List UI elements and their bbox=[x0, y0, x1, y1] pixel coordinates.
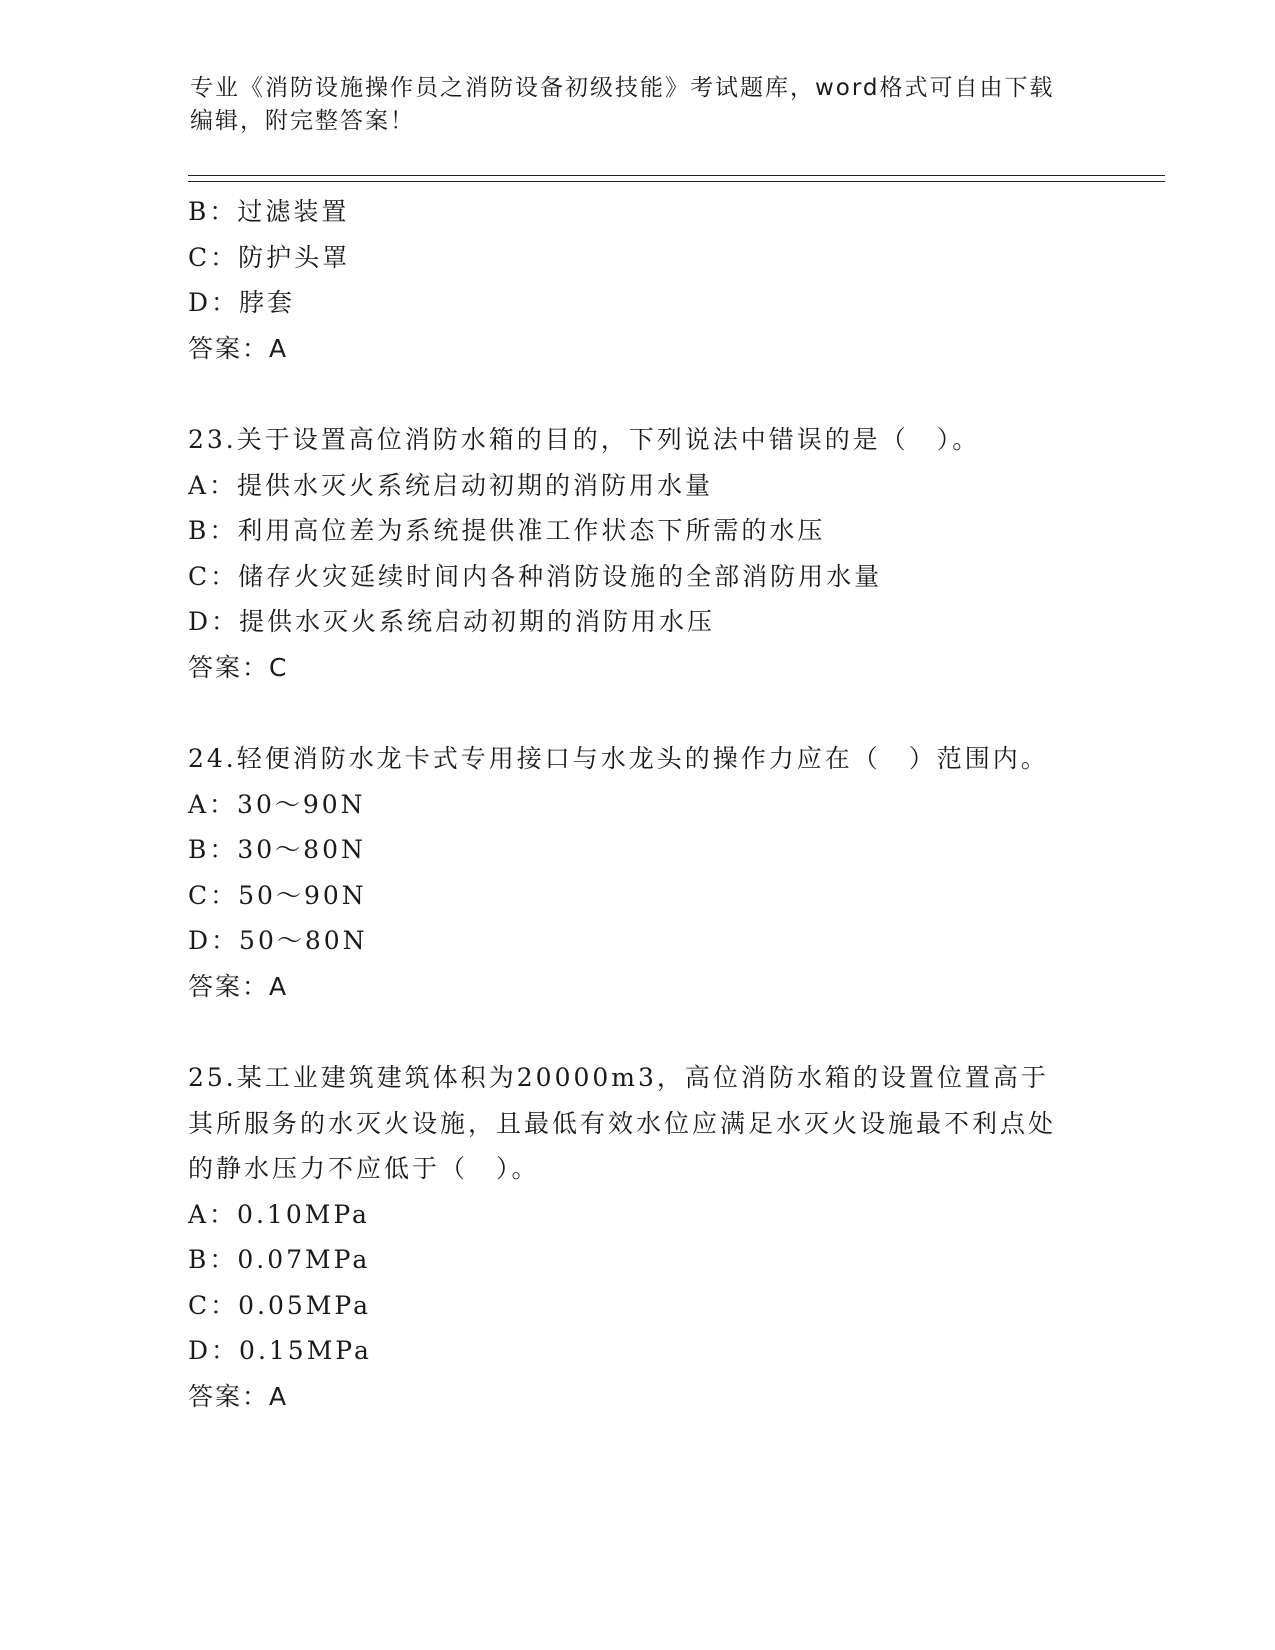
option-b: B：30～80N bbox=[188, 835, 366, 864]
option-a: A：30～90N bbox=[188, 789, 366, 819]
question-text: 25.某工业建筑建筑体积为20000m3，高位消防水箱的设置位置高于其所服务的水灭火设施，且最低有效水位应满足水灭火设施最不利点处的静水压力不应低于（ ）。 bbox=[188, 1063, 1057, 1183]
answer-line: 答案：C bbox=[188, 652, 289, 682]
option-b: B：过滤装置 bbox=[188, 197, 350, 226]
option-d: D：提供水灭火系统启动初期的消防用水压 bbox=[188, 607, 716, 636]
header-divider-bottom bbox=[188, 181, 1165, 182]
question-25 bbox=[188, 1055, 1088, 1419]
question-list bbox=[188, 189, 1088, 1419]
question-text: 24.轻便消防水龙卡式专用接口与水龙头的操作力应在（ ）范围内。 bbox=[188, 744, 1049, 773]
question-text: 23.关于设置高位消防水箱的目的，下列说法中错误的是（ ）。 bbox=[188, 425, 981, 454]
partial-question bbox=[188, 189, 1088, 371]
option-c: C：50～90N bbox=[188, 880, 367, 910]
option-b: B：利用高位差为系统提供准工作状态下所需的水压 bbox=[188, 516, 826, 545]
answer-line: 答案：A bbox=[188, 333, 289, 363]
question-24 bbox=[188, 736, 1088, 1009]
option-a: A：提供水灭火系统启动初期的消防用水量 bbox=[188, 470, 714, 500]
option-d: D：0.15MPa bbox=[188, 1336, 372, 1365]
option-c: C：防护头罩 bbox=[188, 242, 351, 272]
option-d: D：脖套 bbox=[188, 288, 296, 317]
option-b: B：0.07MPa bbox=[188, 1245, 371, 1274]
option-a: A：0.10MPa bbox=[188, 1199, 370, 1229]
document-header: 专业《消防设施操作员之消防设备初级技能》考试题库，word格式可自由下载编辑，附完整答案！ bbox=[190, 75, 1055, 134]
option-c: C：储存火灾延续时间内各种消防设施的全部消防用水量 bbox=[188, 561, 883, 591]
header-divider-top bbox=[188, 175, 1165, 176]
option-d: D：50～80N bbox=[188, 926, 368, 955]
question-23 bbox=[188, 417, 1088, 690]
answer-line: 答案：A bbox=[188, 971, 289, 1001]
answer-line: 答案：A bbox=[188, 1381, 289, 1411]
option-c: C：0.05MPa bbox=[188, 1290, 371, 1320]
